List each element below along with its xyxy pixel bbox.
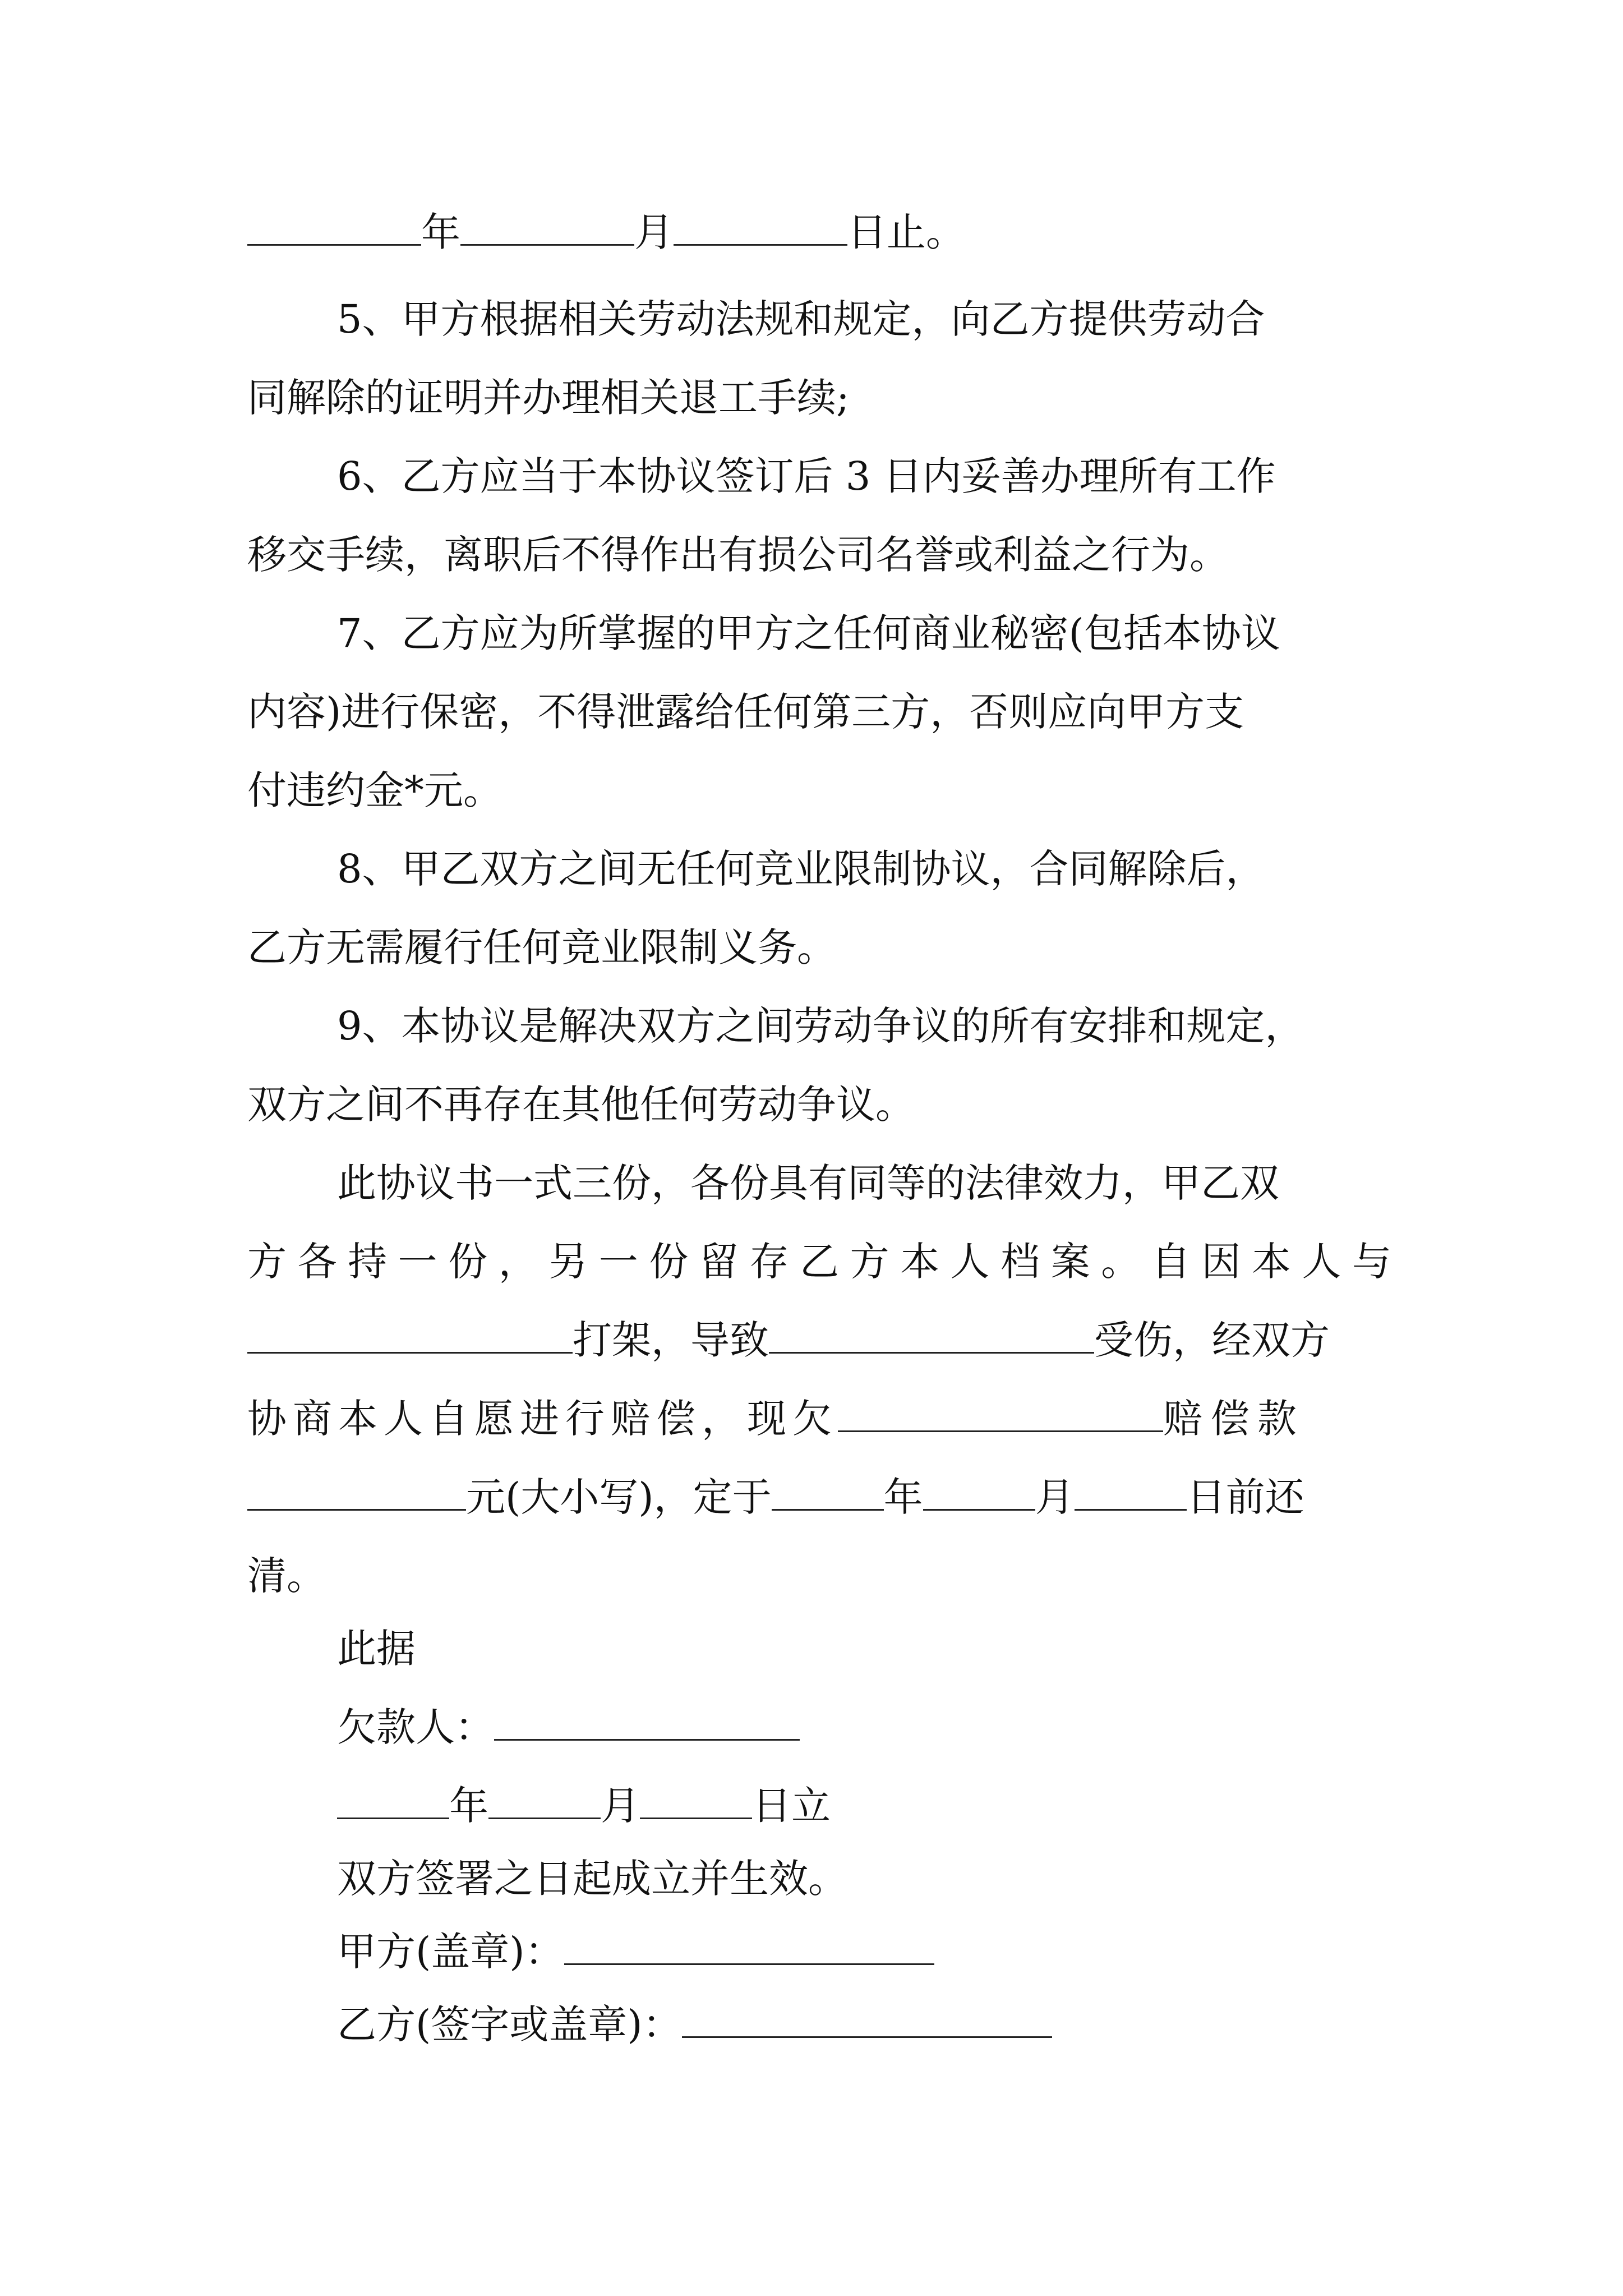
closing-line-4: [247, 1393, 1391, 1444]
signed-month-label: 月: [601, 1783, 640, 1829]
closing-line-5: [247, 1472, 1391, 1522]
injured-text: 受伤，经双方: [1094, 1317, 1330, 1363]
repay-day-label: 日前还: [1186, 1474, 1304, 1520]
month-label: 月: [634, 209, 674, 255]
clause-5-line-1: 5、甲方根据相关劳动法规和规定，向乙方提供劳动合: [337, 296, 1265, 342]
blank-signed-year: [337, 1783, 449, 1819]
debtor-line: [337, 1702, 1481, 1752]
party-b-label: 乙方(签字或盖章)：: [337, 2001, 682, 2047]
ci-ju-text: 此据: [337, 1626, 416, 1672]
clause-6-line-2: 移交手续，离职后不得作出有损公司名誉或利益之行为。: [247, 532, 1229, 578]
party-b-field: [682, 2001, 1052, 2038]
blank-month: [460, 209, 634, 246]
negotiate-text: 协商本人自愿进行赔偿，现欠: [247, 1396, 838, 1442]
closing-line-1: 此协议书一式三份，各份具有同等的法律效力，甲乙双: [337, 1160, 1279, 1206]
blank-repay-month: [923, 1474, 1035, 1511]
date-end-line: [247, 207, 1391, 257]
clause-7-line-1: 7、乙方应为所掌握的甲方之任何商业秘密(包括本协议: [337, 610, 1280, 656]
effective-text: 双方签署之日起成立并生效。: [337, 1856, 847, 1902]
blank-signed-month: [488, 1783, 601, 1819]
fight-text: 打架，导致: [573, 1317, 769, 1363]
closing-line-3: [247, 1315, 1391, 1365]
party-b-line: [337, 1999, 1481, 2050]
blank-owed: [838, 1396, 1163, 1432]
day-end-label: 日止。: [847, 209, 965, 255]
signed-day-label: 日立: [752, 1783, 831, 1829]
clause-9-line-1: 9、本协议是解决双方之间劳动争议的所有安排和规定，: [337, 1003, 1304, 1049]
blank-signed-day: [640, 1783, 752, 1819]
blank-person: [247, 1317, 573, 1354]
year-label: 年: [421, 209, 460, 255]
party-a-line: [337, 1926, 1481, 1977]
blank-day: [674, 209, 847, 246]
party-a-label: 甲方(盖章)：: [337, 1929, 564, 1975]
clause-8-line-1: 8、甲乙双方之间无任何竞业限制协议，合同解除后，: [337, 846, 1265, 892]
blank-year: [247, 209, 421, 246]
debtor-field: [494, 1704, 800, 1741]
closing-line-2: 方各持一份，另一份留存乙方本人档案。自因本人与: [247, 1239, 1391, 1285]
signed-date-line: [337, 1780, 1481, 1831]
amount-text: 元(大小写)，定于: [466, 1474, 772, 1520]
blank-repay-year: [772, 1474, 884, 1511]
compensation-text: 赔偿款: [1163, 1396, 1304, 1442]
closing-line-6: 清。: [247, 1553, 326, 1599]
blank-amount: [247, 1474, 466, 1511]
debtor-label: 欠款人：: [337, 1704, 494, 1750]
clause-9-line-2: 双方之间不再存在其他任何劳动争议。: [247, 1082, 915, 1128]
party-a-field: [564, 1929, 934, 1965]
repay-month-label: 月: [1035, 1474, 1075, 1520]
blank-repay-day: [1075, 1474, 1187, 1511]
repay-year-label: 年: [883, 1474, 923, 1520]
clause-8-line-2: 乙方无需履行任何竞业限制义务。: [247, 924, 836, 970]
clause-7-line-2: 内容)进行保密，不得泄露给任何第三方，否则应向甲方支: [247, 689, 1244, 735]
clause-6-line-1: 6、乙方应当于本协议签订后 3 日内妥善办理所有工作: [337, 453, 1276, 499]
blank-injured: [769, 1317, 1094, 1354]
signed-year-label: 年: [449, 1783, 488, 1829]
clause-5-line-2: 同解除的证明并办理相关退工手续;: [247, 375, 850, 421]
clause-7-line-3: 付违约金*元。: [247, 767, 502, 813]
